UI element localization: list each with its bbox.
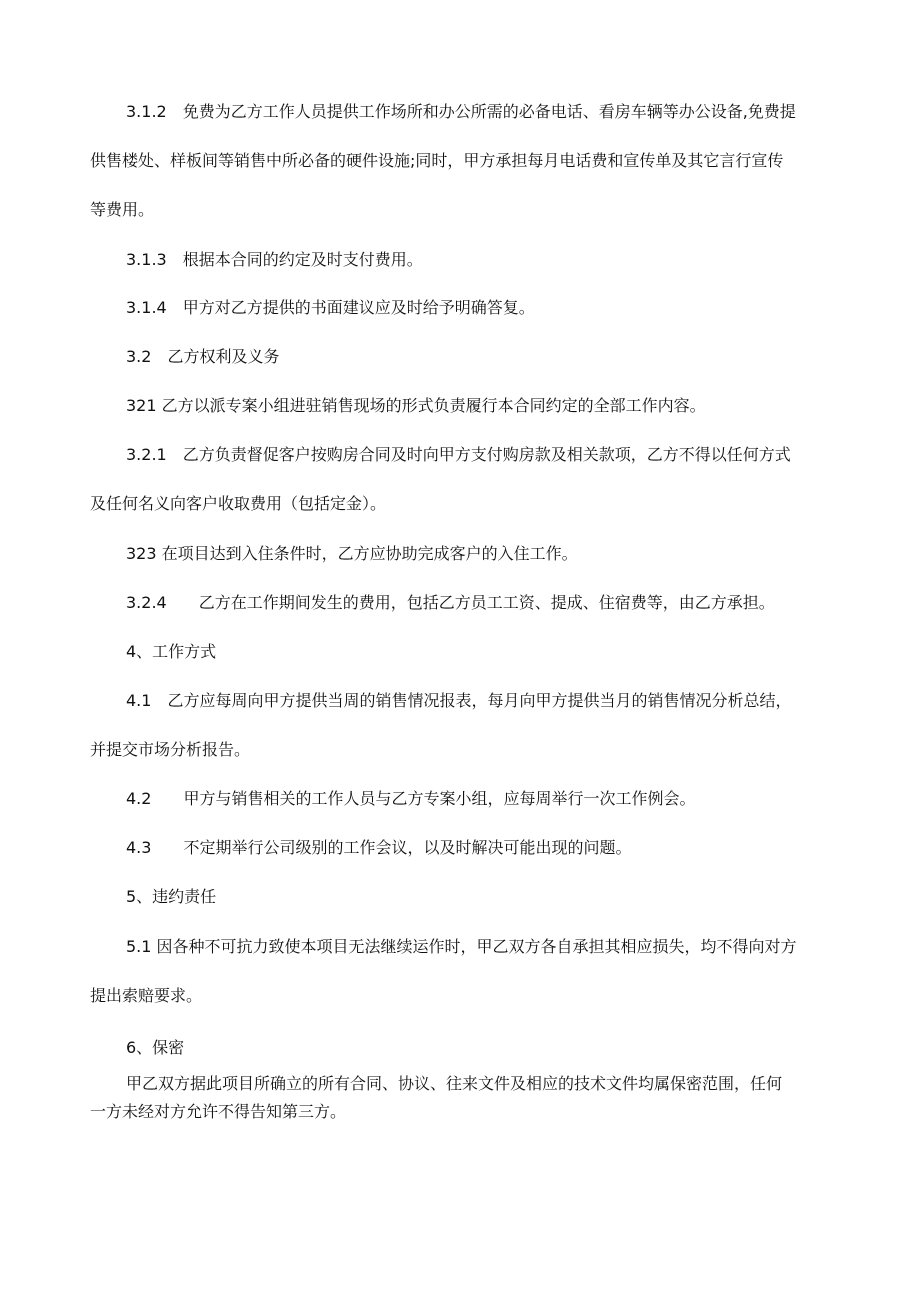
section-6-title: 6、保密 bbox=[126, 1038, 185, 1057]
section-4-heading bbox=[90, 644, 835, 660]
clause-4-1-line-1: 4.1 乙方应每周向甲方提供当周的销售情况报表，每月向甲方提供当月的销售情况分析总结， bbox=[126, 691, 792, 710]
clause-4-2-text: 4.2 甲方与销售相关的工作人员与乙方专案小组，应每周举行一次工作例会。 bbox=[126, 789, 696, 808]
clause-3-1-2-end bbox=[90, 202, 835, 218]
clause-4-3-text: 4.3 不定期举行公司级别的工作会议，以及时解决可能出现的问题。 bbox=[126, 838, 632, 857]
clause-4-1-line-2: 并提交市场分析报告。 bbox=[90, 740, 251, 759]
clause-3-1-3-text: 3.1.3 根据本合同的约定及时支付费用。 bbox=[126, 250, 423, 269]
section-6-heading bbox=[90, 1040, 835, 1056]
clause-4-3 bbox=[90, 840, 835, 856]
clause-3-2-3-text: 323 在项目达到入住条件时，乙方应协助完成客户的入住工作。 bbox=[126, 544, 578, 563]
clause-3-1-2-line-2: 供售楼处、样板间等销售中所必备的硬件设施;同时，甲方承担每月电话费和宣传单及其它言行宣传 bbox=[90, 151, 784, 170]
clause-3-1-2-line-1: 3.1.2 免费为乙方工作人员提供工作场所和办公所需的必备电话、看房车辆等办公设备,免费提 bbox=[126, 102, 796, 121]
clause-6-body bbox=[90, 1076, 835, 1092]
clause-3-2-4-text: 3.2.4 乙方在工作期间发生的费用，包括乙方员工工资、提成、住宿费等，由乙方承担。 bbox=[126, 593, 775, 612]
clause-3-2-1a bbox=[90, 398, 835, 414]
clause-3-1-2 bbox=[90, 104, 835, 120]
clause-6-line-2: 一方未经对方允许不得告知第三方。 bbox=[90, 1102, 347, 1121]
clause-4-1 bbox=[90, 693, 835, 709]
section-4-title: 4、工作方式 bbox=[126, 642, 217, 661]
clause-3-1-3 bbox=[90, 252, 835, 268]
clause-3-2-1b-cont bbox=[90, 496, 835, 512]
clause-3-2-1b bbox=[90, 447, 835, 463]
clause-3-1-4-text: 3.1.4 甲方对乙方提供的书面建议应及时给予明确答复。 bbox=[126, 298, 535, 317]
clause-4-2 bbox=[90, 791, 835, 807]
section-5-heading bbox=[90, 889, 835, 905]
clause-5-1-line-1: 5.1 因各种不可抗力致使本项目无法继续运作时，甲乙双方各自承担其相应损失，均不得向对方 bbox=[126, 937, 797, 956]
clause-6-line-1: 甲乙双方据此项目所确立的所有合同、协议、往来文件及相应的技术文件均属保密范围，任何 bbox=[126, 1074, 783, 1093]
section-5-title: 5、违约责任 bbox=[126, 887, 217, 906]
clause-3-2-1b-line-2: 及任何名义向客户收取费用（包括定金）。 bbox=[90, 494, 387, 513]
clause-5-1-line-2: 提出索赔要求。 bbox=[90, 986, 203, 1005]
section-3-2-heading bbox=[90, 349, 835, 365]
clause-3-2-3 bbox=[90, 546, 835, 562]
clause-3-1-2-cont bbox=[90, 153, 835, 169]
clause-3-1-2-line-3: 等费用。 bbox=[90, 200, 155, 219]
section-3-2-title: 3.2 乙方权利及义务 bbox=[126, 347, 280, 366]
clause-4-1-cont bbox=[90, 742, 835, 758]
clause-5-1-cont bbox=[90, 988, 835, 1004]
clause-3-2-1a-text: 321 乙方以派专案小组进驻销售现场的形式负责履行本合同约定的全部工作内容。 bbox=[126, 396, 706, 415]
clause-3-1-4 bbox=[90, 300, 835, 316]
clause-6-body-cont bbox=[90, 1104, 835, 1120]
clause-3-2-1b-line-1: 3.2.1 乙方负责督促客户按购房合同及时向甲方支付购房款及相关款项，乙方不得以任何方式 bbox=[126, 445, 791, 464]
clause-3-2-4 bbox=[90, 595, 835, 611]
clause-5-1 bbox=[90, 939, 835, 955]
